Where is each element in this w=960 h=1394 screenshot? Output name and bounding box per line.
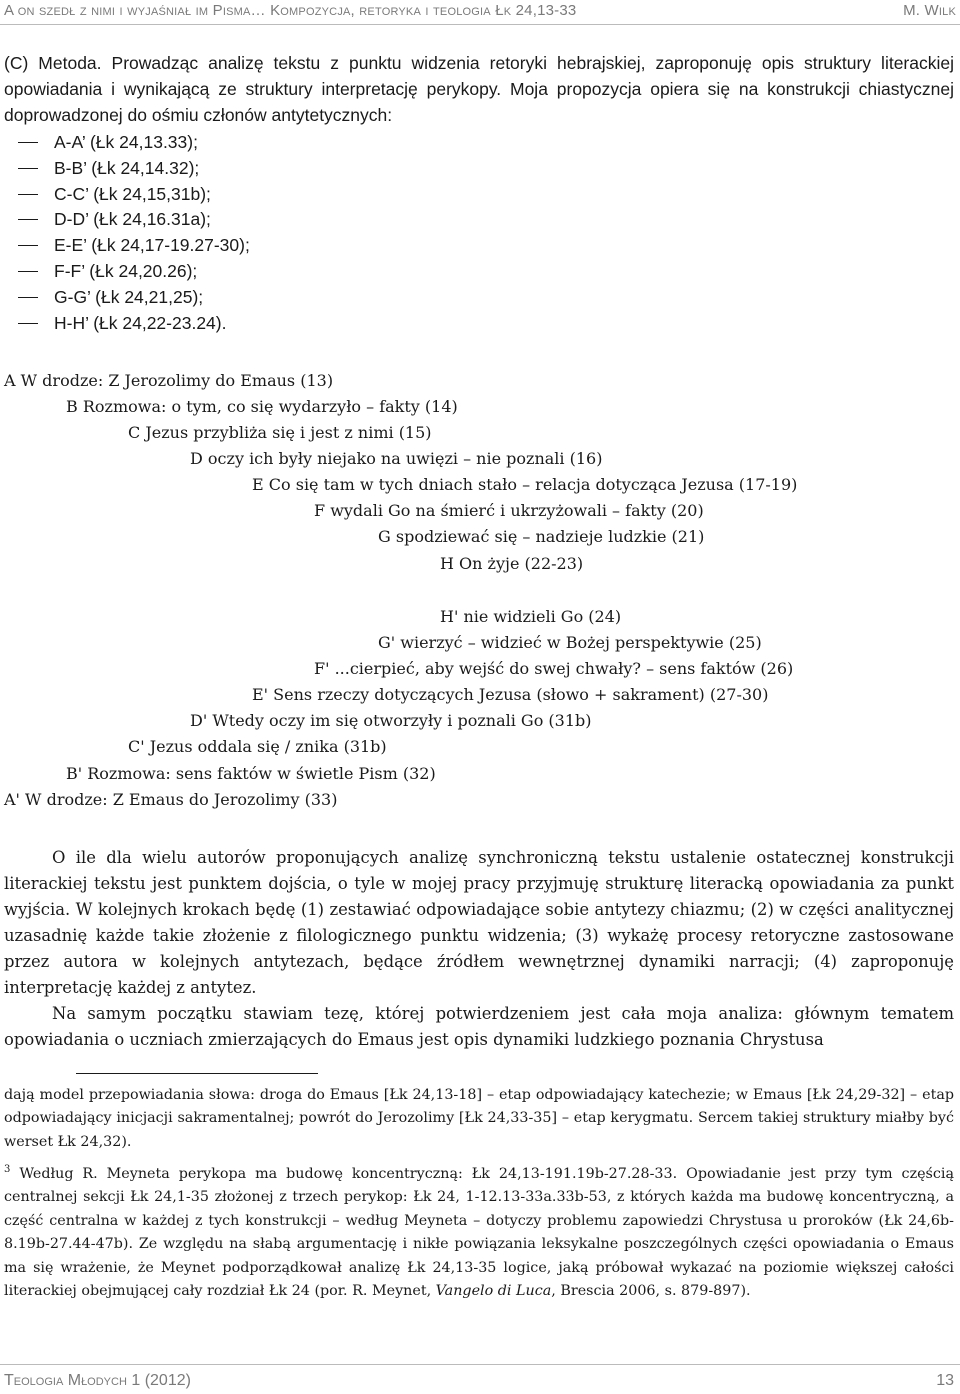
journal-name: Teologia Młodych 1 (2012) <box>4 1372 191 1389</box>
chiasm-line-e-prime: E' Sens rzeczy dotyczących Jezusa (słowo + sakrament) (27-30) <box>252 685 769 704</box>
chiasm-line-h: H On żyje (22-23) <box>440 554 584 573</box>
chiasm-line-c-prime: C' Jezus oddala się / znika (31b) <box>128 737 387 756</box>
chiasm-line-a-prime: A' W drodze: Z Emaus do Jerozolimy (33) <box>4 790 338 809</box>
chiasm-line-e: E Co się tam w tych dniach stało – relacja dotycząca Jezusa (17-19) <box>252 475 798 494</box>
dash-bullet <box>18 271 38 272</box>
dash-bullet <box>18 297 38 298</box>
body-paragraph: O ile dla wielu autorów proponujących analizę synchroniczną tekstu ustalenie ostatecznej konstrukcji literackiej tekstu jest punktem dojścia, o tyle w mojej pracy przyjmuję strukturę literacką opowiadania za punkt wyjścia. W kolejnych krokach będę (1) zestawiać odpowiadające sobie antytezy chiazmu; (2) w części analitycznej uzasadnię każde takie złożenie z filologicznego punktu widzenia; (3) wykażę procesy retoryczne zastosowane przez autora w kolejnych antytezach, będące źródłem wewnętrznej dynamiki narracji; (4) zaproponuję interpretację każdej z antytez. <box>4 848 954 997</box>
chiasm-line-g-prime: G' wierzyć – widzieć w Bożej perspektywie (25) <box>378 633 762 652</box>
header-author: M. Wilk <box>903 2 956 19</box>
chiasm-line-d-prime: D' Wtedy oczy im się otworzyły i poznali Go (31b) <box>190 711 592 730</box>
list-item: F-F’ (Łk 24,20.26); <box>18 259 250 285</box>
list-item: G-G’ (Łk 24,21,25); <box>18 285 250 311</box>
list-item: E-E’ (Łk 24,17-19.27-30); <box>18 233 250 259</box>
chiasm-line-b-prime: B' Rozmowa: sens faktów w świetle Pism (32) <box>66 764 436 783</box>
dash-bullet <box>18 168 38 169</box>
chiasm-line-h-prime: H' nie widzieli Go (24) <box>440 607 622 626</box>
dash-bullet <box>18 142 38 143</box>
header-title: A on szedł z nimi i wyjaśniał im Pisma… Kompozycja, retoryka i teologia Łk 24,13-33 <box>4 2 577 19</box>
dash-bullet <box>18 219 38 220</box>
page-number: 13 <box>936 1372 954 1389</box>
antithesis-list <box>18 130 250 336</box>
method-paragraph: (C) Metoda. Prowadząc analizę tekstu z punktu widzenia retoryki hebrajskiej, zaproponuję opis struktury literackiej opowiadania i wynikającą ze struktury interpretację perykopy. Moja propozycja opiera się na konstrukcji chiastycznej doprowadzonej do ośmiu członów antytetycznych: <box>4 53 954 125</box>
list-item: B-B’ (Łk 24,14.32); <box>18 156 250 182</box>
body-text <box>4 845 954 1053</box>
chiasm-line-b: B Rozmowa: o tym, co się wydarzyło – fakty (14) <box>66 397 458 416</box>
footnote-3: $^3$ Według R. Meyneta perykopa ma budowę koncentryczną: Łk 24,13-191.19b-27.28-33. Opowiadanie jest przy tym częścią centralnej sekcji Łk 24,1-35 złożonej z trzech perykop: Łk 24, 1-12.13-33a.33b-53, z których każda ma budowę koncentryczną, a część centralna w każdej z tych konstrukcji – według Meyneta – dotyczy problemu zapowiedzi Chrystusa u proroków (Łk 24,6b-8.19b-27.44-47b). Ze względu na słabą argumentację i nikłe powiązania leksykalne poszczególnych części opowiadania o Emaus ma się wrażenie, że Meynet podporządkował analizę Łk 24,13-35 logice, jaką próbował wykazać na poziomie większej całości literackiej obejmującej cały rozdział Łk 24 (por. R. Meynet, Vangelo di Luca, Brescia 2006, s. 879-897). <box>4 1164 954 1300</box>
body-paragraph: Na samym początku stawiam tezę, której potwierdzeniem jest cała moja analiza: głównym tematem opowiadania o uczniach zmierzających do Emaus jest opis dynamiki ludzkiego poznania Chrystusa <box>4 1004 954 1049</box>
list-item: D-D’ (Łk 24,16.31a); <box>18 207 250 233</box>
chiasm-line-c: C Jezus przybliża się i jest z nimi (15) <box>128 423 432 442</box>
header-rule <box>0 24 960 25</box>
list-item: H-H’ (Łk 24,22-23.24). <box>18 311 250 337</box>
chiasm-line-d: D oczy ich były niejako na uwięzi – nie poznali (16) <box>190 449 603 468</box>
footer-rule <box>0 1364 960 1365</box>
chiasm-line-f-prime: F' ...cierpieć, aby wejść do swej chwały? – sens faktów (26) <box>314 659 794 678</box>
running-header <box>4 0 956 24</box>
dash-bullet <box>18 323 38 324</box>
dash-bullet <box>18 245 38 246</box>
chiasm-line-f: F wydali Go na śmierć i ukrzyżowali – fakty (20) <box>314 501 704 520</box>
footnote-number: 3 <box>4 1164 11 1176</box>
footnote-continued: dają model przepowiadania słowa: droga do Emaus [Łk 24,13-18] – etap odpowiadający katechezie; w Emaus [Łk 24,29-32] – etap odpowiadający inicjacji sakramentalnej; powrót do Jerozolimy [Łk 24,33-35] – etap kerygmatu. Sercem takiej struktury miałby być werset Łk 24,32). <box>4 1087 954 1150</box>
dash-bullet <box>18 194 38 195</box>
chiasm-line-a: A W drodze: Z Jerozolimy do Emaus (13) <box>4 371 334 390</box>
book-title: Vangelo di Luca <box>435 1283 552 1300</box>
chiasm-line-g: G spodziewać się – nadzieje ludzkie (21) <box>378 527 705 546</box>
footnote-separator <box>76 1073 318 1074</box>
footnotes <box>4 1084 954 1303</box>
list-item: C-C’ (Łk 24,15,31b); <box>18 182 250 208</box>
list-item: A-A’ (Łk 24,13.33); <box>18 130 250 156</box>
